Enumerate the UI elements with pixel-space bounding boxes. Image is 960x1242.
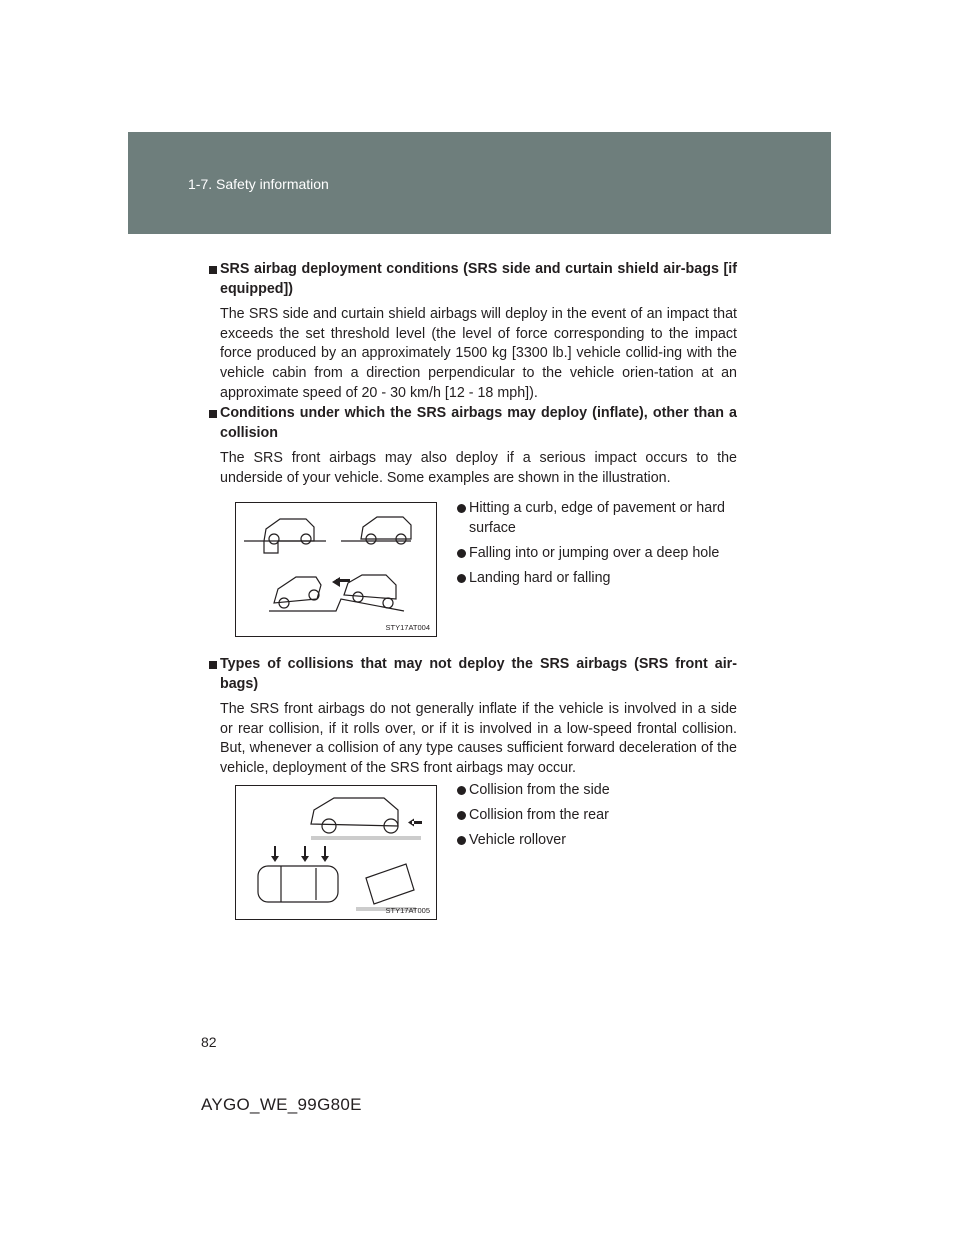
section-title: 1-7. Safety information — [188, 176, 329, 192]
bullet-item: Collision from the side — [457, 781, 740, 801]
section-body: The SRS front airbags do not generally inflate if the vehicle is involved in a side or rear collision, if it rolls over, or if it is involved in a low-speed frontal collision. But, whenever a collision of any type causes sufficient forward deceleration of the vehicle, deployment of the SRS front airbags may occur. — [220, 701, 737, 776]
document-id: AYGO_WE_99G80E — [201, 1095, 362, 1114]
page-number: 82 — [201, 1034, 217, 1050]
bullet-list-non-deploy-examples — [457, 781, 740, 856]
bullet-item: Landing hard or falling — [457, 569, 740, 589]
section-non-collision-deploy — [209, 404, 737, 488]
bullet-list-deploy-examples — [457, 499, 740, 594]
section-heading: Conditions under which the SRS airbags may deploy (inflate), other than a collision — [209, 404, 737, 443]
car-illustration — [236, 786, 436, 919]
bullet-item: Vehicle rollover — [457, 831, 740, 851]
bullet-item: Hitting a curb, edge of pavement or hard surface — [457, 499, 740, 538]
section-body: The SRS front airbags may also deploy if a serious impact occurs to the underside of your vehicle. Some examples are shown in the illustration. — [220, 450, 737, 486]
section-heading: SRS airbag deployment conditions (SRS side and curtain shield air-bags [if equipped]) — [209, 260, 737, 299]
illustration-non-deploy-collisions — [235, 785, 437, 920]
section-non-deploy-collisions — [209, 655, 737, 779]
illustration-underside-impacts — [235, 502, 437, 637]
bullet-item: Falling into or jumping over a deep hole — [457, 544, 740, 564]
section-heading: Types of collisions that may not deploy the SRS airbags (SRS front air-bags) — [209, 655, 737, 694]
bullet-item: Collision from the rear — [457, 806, 740, 826]
section-body: The SRS side and curtain shield airbags will deploy in the event of an impact that exceeds the set threshold level (the level of force corresponding to the impact force produced by an approximately 1500 kg [3300 lb.] vehicle collid-ing with the vehicle cabin from a direction perpendicular to the vehicle orien-tation at an approximate speed of 20 - 30 km/h [12 - 18 mph]). — [220, 306, 737, 401]
figure-code: STY17AT004 — [385, 623, 430, 632]
figure-code: STY17AT005 — [385, 906, 430, 915]
section-side-airbag-conditions — [209, 260, 737, 403]
car-illustration — [236, 503, 436, 636]
section-header-band — [128, 132, 831, 234]
